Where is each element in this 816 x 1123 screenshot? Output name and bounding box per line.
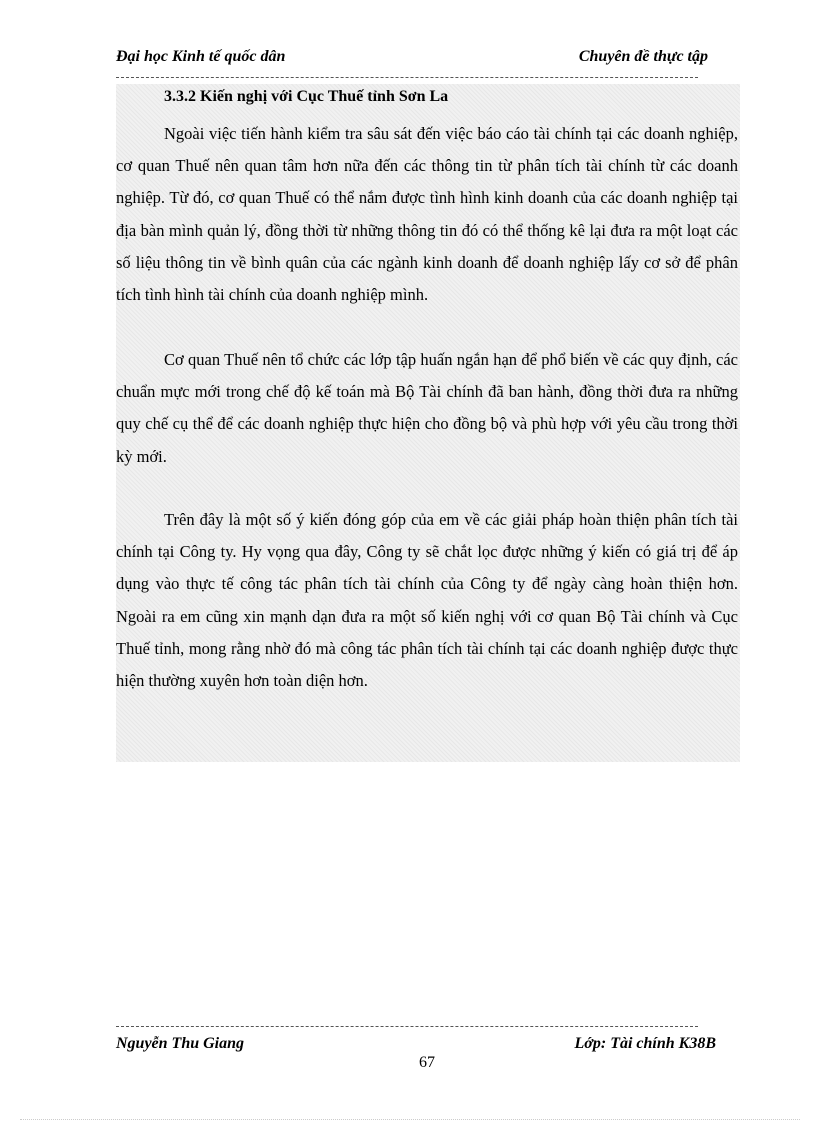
header-report-type: Chuyên đề thực tập — [578, 48, 708, 65]
page-bottom-edge — [20, 1119, 800, 1120]
header-divider — [116, 77, 698, 78]
content-area — [116, 84, 740, 762]
paragraph-3: Trên đây là một số ý kiến đóng góp của em về các giải pháp hoàn thiện phân tích tài chính tại Công ty. Hy vọng qua đây, Công ty sẽ chắt lọc được những ý kiến có giá trị để áp dụng vào thực tế công tác phân tích tài chính của Công ty để ngày càng hoàn thiện hơn. Ngoài ra em cũng xin mạnh dạn đưa ra một số kiến nghị với cơ quan Bộ Tài chính và Cục Thuế tỉnh, mong rằng nhờ đó mà công tác phân tích tài chính tại các doanh nghiệp được thực hiện thường xuyên hơn toàn diện hơn. — [116, 510, 738, 691]
page-number: 67 — [419, 1054, 435, 1071]
footer-divider — [116, 1026, 698, 1027]
footer-class: Lớp: Tài chính K38B — [574, 1035, 716, 1052]
page-header — [116, 46, 710, 72]
paragraph-2: Cơ quan Thuế nên tổ chức các lớp tập huấn ngắn hạn để phổ biến về các quy định, các chuẩn mực mới trong chế độ kế toán mà Bộ Tài chính đã ban hành, đồng thời đưa ra những quy chế cụ thể để các doanh nghiệp thực hiện cho đồng bộ và phù hợp với yêu cầu trong thời kỳ mới. — [116, 350, 738, 466]
footer-author: Nguyễn Thu Giang — [116, 1035, 245, 1052]
section-heading: 3.3.2 Kiến nghị với Cục Thuế tỉnh Sơn La — [164, 88, 449, 105]
header-university: Đại học Kinh tế quốc dân — [116, 48, 286, 65]
paragraph-1: Ngoài việc tiến hành kiểm tra sâu sát đến việc báo cáo tài chính tại các doanh nghiệp, cơ quan Thuế nên quan tâm hơn nữa đến các thông tin từ phân tích tài chính từ các doanh nghiệp. Từ đó, cơ quan Thuế có thể nắm được tình hình kinh doanh của các doanh nghiệp tại địa bàn mình quản lý, đồng thời từ những thông tin đó có thể thống kê lại đưa ra một loạt các số liệu thông tin về bình quân của các ngành kinh doanh để doanh nghiệp lấy cơ sở để phân tích tình hình tài chính của doanh nghiệp mình. — [116, 124, 738, 305]
